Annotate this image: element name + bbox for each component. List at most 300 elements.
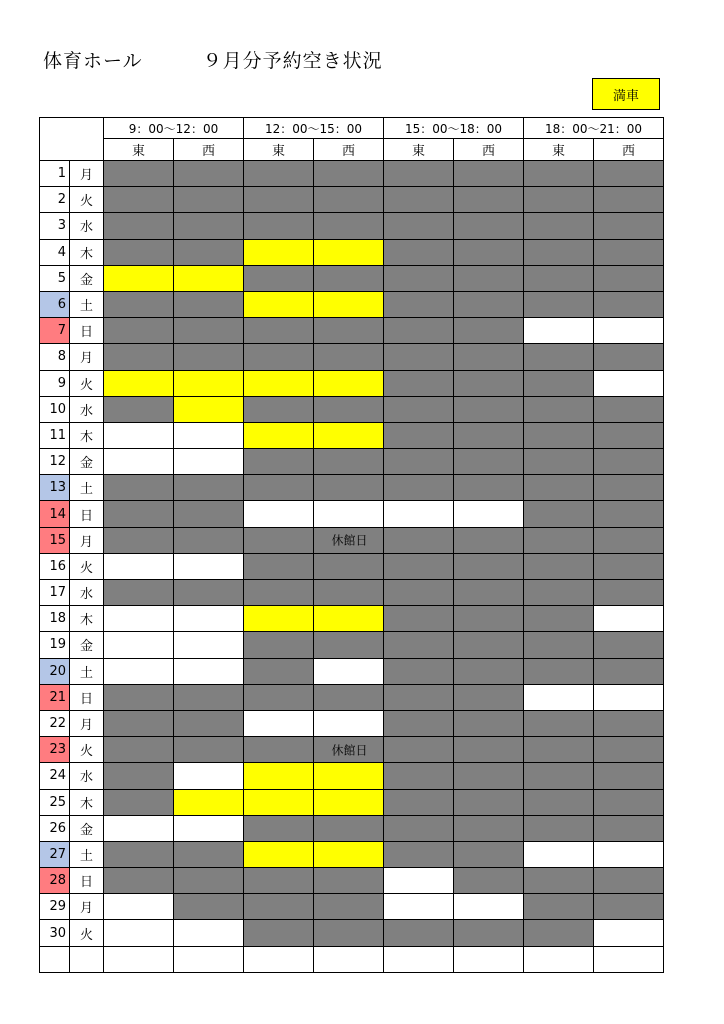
slot-cell bbox=[384, 422, 454, 448]
day-number: 20 bbox=[40, 658, 70, 684]
slot-cell bbox=[524, 501, 594, 527]
day-number: 3 bbox=[40, 213, 70, 239]
slot-cell[interactable] bbox=[524, 841, 594, 867]
slot-cell bbox=[244, 894, 314, 920]
closed-day-note: 休館日 bbox=[331, 743, 368, 758]
slot-cell bbox=[314, 161, 384, 187]
slot-cell[interactable] bbox=[174, 763, 244, 789]
slot-cell[interactable] bbox=[104, 920, 174, 946]
slot-cell bbox=[594, 815, 664, 841]
court-header-east: 東 bbox=[524, 139, 594, 161]
slot-cell[interactable] bbox=[244, 946, 314, 972]
table-row bbox=[40, 475, 664, 501]
slot-cell bbox=[104, 318, 174, 344]
slot-cell bbox=[454, 841, 524, 867]
slot-cell bbox=[104, 396, 174, 422]
slot-cell bbox=[384, 161, 454, 187]
day-number: 28 bbox=[40, 868, 70, 894]
slot-cell bbox=[314, 396, 384, 422]
table-row bbox=[40, 658, 664, 684]
table-row bbox=[40, 265, 664, 291]
slot-cell[interactable] bbox=[104, 894, 174, 920]
slot-cell bbox=[524, 920, 594, 946]
slot-cell bbox=[314, 344, 384, 370]
slot-cell[interactable] bbox=[174, 658, 244, 684]
slot-cell bbox=[244, 265, 314, 291]
slot-cell bbox=[244, 684, 314, 710]
slot-cell bbox=[594, 475, 664, 501]
slot-cell bbox=[174, 501, 244, 527]
slot-cell bbox=[524, 265, 594, 291]
slot-cell bbox=[524, 553, 594, 579]
reservation-table bbox=[39, 117, 664, 973]
slot-cell bbox=[104, 737, 174, 763]
slot-cell bbox=[244, 213, 314, 239]
slot-cell bbox=[244, 789, 314, 815]
day-of-week: 月 bbox=[70, 527, 104, 553]
slot-cell bbox=[244, 370, 314, 396]
slot-cell bbox=[174, 710, 244, 736]
slot-cell[interactable] bbox=[454, 501, 524, 527]
slot-cell bbox=[104, 763, 174, 789]
slot-cell[interactable] bbox=[384, 501, 454, 527]
court-header-west: 西 bbox=[174, 139, 244, 161]
day-of-week: 日 bbox=[70, 501, 104, 527]
day-of-week: 金 bbox=[70, 449, 104, 475]
slot-cell bbox=[454, 580, 524, 606]
table-row bbox=[40, 501, 664, 527]
slot-cell bbox=[244, 763, 314, 789]
slot-cell bbox=[594, 449, 664, 475]
facility-name: 体育ホール bbox=[43, 50, 143, 72]
slot-cell[interactable] bbox=[174, 422, 244, 448]
slot-cell[interactable] bbox=[174, 815, 244, 841]
slot-cell bbox=[594, 710, 664, 736]
day-number: 19 bbox=[40, 632, 70, 658]
slot-cell bbox=[104, 580, 174, 606]
slot-cell bbox=[524, 789, 594, 815]
day-of-week: 月 bbox=[70, 344, 104, 370]
day-of-week: 土 bbox=[70, 841, 104, 867]
slot-cell bbox=[384, 265, 454, 291]
slot-cell bbox=[594, 422, 664, 448]
slot-cell bbox=[314, 606, 384, 632]
closed-day-note: 休館日 bbox=[331, 533, 368, 548]
slot-cell bbox=[524, 710, 594, 736]
slot-cell bbox=[104, 789, 174, 815]
slot-cell bbox=[384, 815, 454, 841]
slot-cell bbox=[314, 815, 384, 841]
table-row bbox=[40, 318, 664, 344]
slot-cell bbox=[454, 475, 524, 501]
slot-cell[interactable] bbox=[384, 894, 454, 920]
slot-cell bbox=[454, 187, 524, 213]
slot-cell bbox=[384, 710, 454, 736]
slot-cell bbox=[244, 449, 314, 475]
slot-cell bbox=[314, 318, 384, 344]
slot-cell bbox=[454, 737, 524, 763]
slot-cell bbox=[454, 789, 524, 815]
slot-cell bbox=[314, 291, 384, 317]
slot-cell bbox=[384, 291, 454, 317]
slot-cell bbox=[384, 527, 454, 553]
court-header-west: 西 bbox=[314, 139, 384, 161]
court-header-east: 東 bbox=[104, 139, 174, 161]
slot-cell bbox=[314, 684, 384, 710]
slot-cell bbox=[594, 161, 664, 187]
court-header-west: 西 bbox=[594, 139, 664, 161]
slot-cell bbox=[174, 265, 244, 291]
slot-cell[interactable] bbox=[104, 422, 174, 448]
table-row bbox=[40, 239, 664, 265]
slot-cell bbox=[384, 187, 454, 213]
slot-cell[interactable] bbox=[244, 710, 314, 736]
slot-cell bbox=[454, 449, 524, 475]
time-slot-header: 9：00～12：00 bbox=[104, 118, 244, 139]
slot-cell bbox=[524, 396, 594, 422]
slot-cell bbox=[594, 894, 664, 920]
slot-cell bbox=[384, 449, 454, 475]
slot-cell bbox=[594, 658, 664, 684]
slot-cell[interactable] bbox=[104, 658, 174, 684]
slot-cell bbox=[384, 396, 454, 422]
slot-cell bbox=[594, 527, 664, 553]
slot-cell bbox=[314, 239, 384, 265]
slot-cell[interactable] bbox=[454, 946, 524, 972]
day-number: 24 bbox=[40, 763, 70, 789]
slot-cell[interactable] bbox=[244, 501, 314, 527]
day-of-week: 日 bbox=[70, 868, 104, 894]
slot-cell[interactable] bbox=[454, 894, 524, 920]
day-of-week: 土 bbox=[70, 475, 104, 501]
slot-cell bbox=[314, 632, 384, 658]
slot-cell bbox=[174, 527, 244, 553]
slot-cell bbox=[174, 370, 244, 396]
slot-cell[interactable] bbox=[174, 606, 244, 632]
slot-cell bbox=[454, 606, 524, 632]
slot-cell bbox=[314, 553, 384, 579]
slot-cell bbox=[594, 396, 664, 422]
slot-cell bbox=[104, 501, 174, 527]
slot-cell bbox=[454, 318, 524, 344]
day-number: 9 bbox=[40, 370, 70, 396]
slot-cell bbox=[104, 265, 174, 291]
slot-cell bbox=[244, 239, 314, 265]
slot-cell bbox=[314, 737, 384, 763]
slot-cell[interactable] bbox=[104, 632, 174, 658]
table-row bbox=[40, 841, 664, 867]
slot-cell bbox=[524, 344, 594, 370]
slot-cell bbox=[524, 161, 594, 187]
slot-cell bbox=[384, 239, 454, 265]
slot-cell bbox=[314, 868, 384, 894]
slot-cell bbox=[594, 187, 664, 213]
slot-cell bbox=[524, 658, 594, 684]
slot-cell bbox=[454, 658, 524, 684]
day-of-week: 土 bbox=[70, 658, 104, 684]
table-row bbox=[40, 553, 664, 579]
slot-cell[interactable] bbox=[594, 606, 664, 632]
slot-cell bbox=[454, 161, 524, 187]
corner-cell bbox=[40, 118, 104, 161]
day-of-week: 金 bbox=[70, 632, 104, 658]
slot-cell bbox=[454, 265, 524, 291]
slot-cell bbox=[454, 684, 524, 710]
slot-cell bbox=[104, 475, 174, 501]
slot-cell[interactable] bbox=[314, 946, 384, 972]
table-row bbox=[40, 632, 664, 658]
slot-cell[interactable] bbox=[594, 318, 664, 344]
slot-cell bbox=[524, 868, 594, 894]
slot-cell bbox=[524, 606, 594, 632]
day-of-week: 木 bbox=[70, 239, 104, 265]
table-row bbox=[40, 344, 664, 370]
table-row bbox=[40, 737, 664, 763]
slot-cell bbox=[314, 370, 384, 396]
slot-cell bbox=[244, 632, 314, 658]
slot-cell bbox=[454, 344, 524, 370]
slot-cell bbox=[174, 684, 244, 710]
slot-cell[interactable] bbox=[524, 318, 594, 344]
slot-cell bbox=[594, 580, 664, 606]
slot-cell bbox=[524, 370, 594, 396]
table-row bbox=[40, 291, 664, 317]
slot-cell bbox=[384, 344, 454, 370]
slot-cell bbox=[174, 737, 244, 763]
table-row bbox=[40, 920, 664, 946]
slot-cell bbox=[244, 396, 314, 422]
table-row bbox=[40, 527, 664, 553]
slot-cell bbox=[244, 344, 314, 370]
day-of-week: 日 bbox=[70, 684, 104, 710]
slot-cell bbox=[244, 841, 314, 867]
slot-cell bbox=[174, 841, 244, 867]
slot-cell[interactable] bbox=[174, 449, 244, 475]
slot-cell bbox=[174, 291, 244, 317]
court-header-west: 西 bbox=[454, 139, 524, 161]
slot-cell bbox=[524, 580, 594, 606]
slot-cell bbox=[104, 684, 174, 710]
slot-cell[interactable] bbox=[594, 684, 664, 710]
day-of-week: 火 bbox=[70, 187, 104, 213]
slot-cell[interactable] bbox=[174, 553, 244, 579]
day-number: 15 bbox=[40, 527, 70, 553]
slot-cell bbox=[594, 632, 664, 658]
slot-cell[interactable] bbox=[104, 815, 174, 841]
day-number: 16 bbox=[40, 553, 70, 579]
slot-cell[interactable] bbox=[594, 920, 664, 946]
slot-cell bbox=[524, 291, 594, 317]
day-of-week bbox=[70, 946, 104, 972]
table-row bbox=[40, 422, 664, 448]
day-number: 21 bbox=[40, 684, 70, 710]
slot-cell bbox=[244, 291, 314, 317]
slot-cell bbox=[384, 213, 454, 239]
slot-cell bbox=[524, 213, 594, 239]
day-number: 22 bbox=[40, 710, 70, 736]
slot-cell bbox=[454, 396, 524, 422]
slot-cell bbox=[174, 318, 244, 344]
slot-cell bbox=[384, 763, 454, 789]
slot-cell bbox=[524, 187, 594, 213]
slot-cell bbox=[384, 370, 454, 396]
day-number: 12 bbox=[40, 449, 70, 475]
day-of-week: 金 bbox=[70, 265, 104, 291]
day-of-week: 土 bbox=[70, 291, 104, 317]
slot-cell bbox=[594, 265, 664, 291]
day-of-week: 火 bbox=[70, 737, 104, 763]
slot-cell bbox=[524, 763, 594, 789]
slot-cell bbox=[594, 737, 664, 763]
slot-cell bbox=[384, 789, 454, 815]
slot-cell bbox=[314, 763, 384, 789]
slot-cell bbox=[314, 449, 384, 475]
table-row bbox=[40, 449, 664, 475]
slot-cell bbox=[594, 344, 664, 370]
slot-cell bbox=[314, 265, 384, 291]
table-row bbox=[40, 946, 664, 972]
table-row bbox=[40, 161, 664, 187]
day-of-week: 水 bbox=[70, 763, 104, 789]
slot-cell bbox=[594, 291, 664, 317]
table-row bbox=[40, 370, 664, 396]
slot-cell bbox=[524, 737, 594, 763]
legend-full-swatch: 満車 bbox=[592, 78, 660, 110]
slot-cell bbox=[454, 213, 524, 239]
slot-cell bbox=[174, 213, 244, 239]
day-number: 18 bbox=[40, 606, 70, 632]
slot-cell[interactable] bbox=[384, 946, 454, 972]
day-of-week: 木 bbox=[70, 789, 104, 815]
slot-cell[interactable] bbox=[104, 946, 174, 972]
table-row bbox=[40, 396, 664, 422]
slot-cell[interactable] bbox=[314, 501, 384, 527]
slot-cell bbox=[384, 658, 454, 684]
day-of-week: 火 bbox=[70, 553, 104, 579]
slot-cell bbox=[454, 527, 524, 553]
slot-cell bbox=[244, 920, 314, 946]
slot-cell bbox=[384, 737, 454, 763]
time-slot-header: 15：00～18：00 bbox=[384, 118, 524, 139]
slot-cell[interactable] bbox=[104, 449, 174, 475]
table-row bbox=[40, 710, 664, 736]
slot-cell bbox=[174, 239, 244, 265]
slot-cell bbox=[314, 789, 384, 815]
slot-cell bbox=[244, 527, 314, 553]
table-row bbox=[40, 763, 664, 789]
day-number: 30 bbox=[40, 920, 70, 946]
slot-cell bbox=[104, 710, 174, 736]
slot-cell[interactable] bbox=[384, 868, 454, 894]
slot-cell bbox=[524, 815, 594, 841]
slot-cell[interactable] bbox=[594, 370, 664, 396]
time-slot-header-row bbox=[40, 118, 664, 139]
slot-cell[interactable] bbox=[174, 920, 244, 946]
slot-cell bbox=[174, 187, 244, 213]
month-heading: ９月分予約空き状況 bbox=[202, 50, 383, 72]
slot-cell bbox=[104, 370, 174, 396]
slot-cell bbox=[244, 868, 314, 894]
day-of-week: 月 bbox=[70, 161, 104, 187]
day-number: 8 bbox=[40, 344, 70, 370]
slot-cell bbox=[384, 553, 454, 579]
slot-cell bbox=[104, 161, 174, 187]
slot-cell[interactable] bbox=[594, 946, 664, 972]
day-number: 23 bbox=[40, 737, 70, 763]
slot-cell[interactable] bbox=[174, 946, 244, 972]
slot-cell bbox=[244, 318, 314, 344]
slot-cell bbox=[104, 868, 174, 894]
slot-cell bbox=[174, 580, 244, 606]
slot-cell bbox=[104, 291, 174, 317]
slot-cell[interactable] bbox=[314, 710, 384, 736]
slot-cell bbox=[384, 475, 454, 501]
slot-cell bbox=[174, 868, 244, 894]
day-number: 10 bbox=[40, 396, 70, 422]
slot-cell[interactable] bbox=[174, 632, 244, 658]
slot-cell bbox=[594, 789, 664, 815]
slot-cell bbox=[454, 291, 524, 317]
slot-cell bbox=[454, 239, 524, 265]
day-number: 6 bbox=[40, 291, 70, 317]
day-of-week: 水 bbox=[70, 213, 104, 239]
day-number: 13 bbox=[40, 475, 70, 501]
day-number bbox=[40, 946, 70, 972]
slot-cell bbox=[384, 606, 454, 632]
slot-cell bbox=[454, 422, 524, 448]
day-of-week: 火 bbox=[70, 920, 104, 946]
slot-cell bbox=[244, 475, 314, 501]
day-number: 17 bbox=[40, 580, 70, 606]
slot-cell bbox=[594, 868, 664, 894]
slot-cell bbox=[524, 475, 594, 501]
day-number: 2 bbox=[40, 187, 70, 213]
slot-cell bbox=[314, 580, 384, 606]
slot-cell[interactable] bbox=[104, 553, 174, 579]
table-row bbox=[40, 894, 664, 920]
slot-cell bbox=[244, 606, 314, 632]
slot-cell bbox=[314, 894, 384, 920]
day-of-week: 木 bbox=[70, 606, 104, 632]
day-of-week: 火 bbox=[70, 370, 104, 396]
slot-cell bbox=[244, 187, 314, 213]
slot-cell bbox=[454, 920, 524, 946]
day-of-week: 月 bbox=[70, 894, 104, 920]
page-title bbox=[43, 46, 383, 73]
slot-cell bbox=[314, 187, 384, 213]
slot-cell[interactable] bbox=[314, 658, 384, 684]
slot-cell[interactable] bbox=[104, 606, 174, 632]
day-of-week: 月 bbox=[70, 710, 104, 736]
slot-cell bbox=[524, 422, 594, 448]
table-row bbox=[40, 684, 664, 710]
day-of-week: 木 bbox=[70, 422, 104, 448]
day-number: 25 bbox=[40, 789, 70, 815]
day-number: 14 bbox=[40, 501, 70, 527]
table-row bbox=[40, 213, 664, 239]
slot-cell[interactable] bbox=[594, 841, 664, 867]
slot-cell bbox=[244, 658, 314, 684]
table-row bbox=[40, 606, 664, 632]
slot-cell[interactable] bbox=[524, 684, 594, 710]
day-number: 7 bbox=[40, 318, 70, 344]
slot-cell bbox=[384, 920, 454, 946]
slot-cell bbox=[104, 841, 174, 867]
slot-cell bbox=[314, 213, 384, 239]
slot-cell bbox=[384, 632, 454, 658]
slot-cell bbox=[524, 632, 594, 658]
slot-cell[interactable] bbox=[524, 946, 594, 972]
